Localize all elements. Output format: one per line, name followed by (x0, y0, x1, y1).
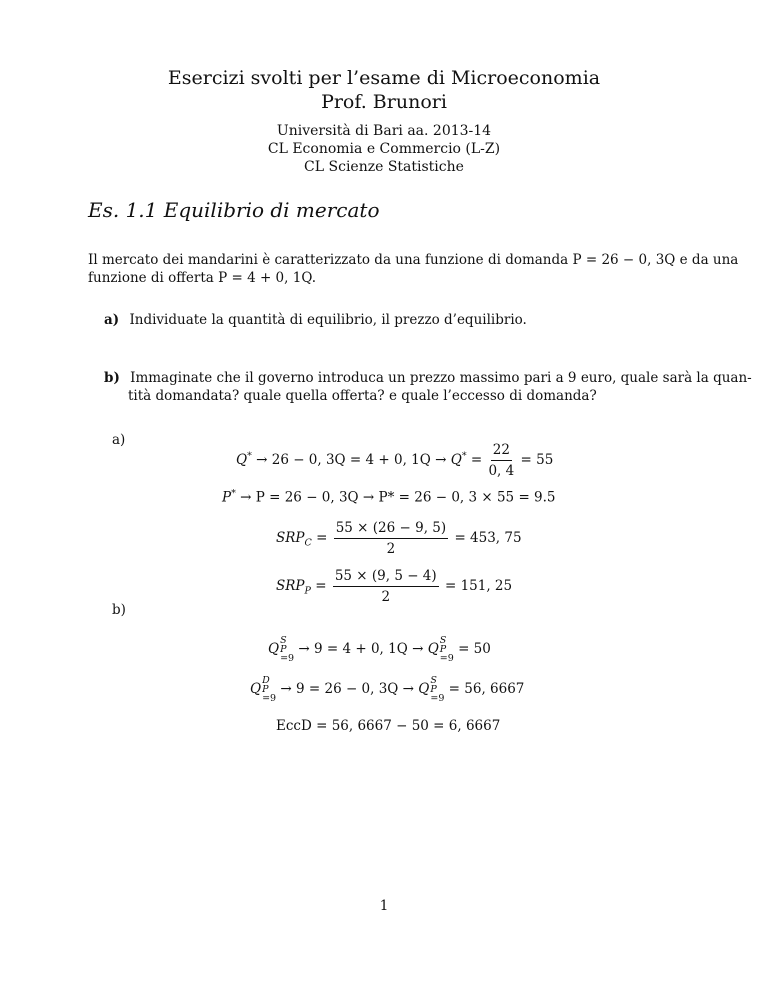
question-b-text-line-1: Immaginate che il governo introduca un prezzo massimo pari a 9 euro, quale sarà la quan- (130, 370, 752, 386)
question-a (104, 310, 527, 330)
solution-a-label: a) (112, 432, 126, 448)
question-b-text-line-2: tità domandata? quale quella offerta? e quale l’eccesso di domanda? (128, 388, 597, 404)
document-title-line-2: Prof. Brunori (321, 91, 447, 113)
affiliation-line-2: CL Economia e Commercio (L-Z) (267, 141, 501, 157)
page-number: 1 (379, 898, 389, 914)
document-title-line-1: Esercizi svolti per l’esame di Microeconomia (167, 67, 601, 89)
equation-excess-demand: EccD = 56, 6667 − 50 = 6, 6667 (276, 718, 501, 734)
affiliation-line-3: CL Scienze Statistiche (304, 159, 464, 175)
equation-5-right: = 50 (458, 641, 491, 657)
section-heading: Es. 1.1 Equilibrio di mercato (88, 198, 380, 222)
equation-5-mid: → 9 = 4 + 0, 1Q → (298, 641, 428, 657)
equation-producer-surplus: $SRP_P$ = $\frac{55 \times (9, 5 - 4)}{2}$ = 151, 25 (276, 568, 513, 605)
equation-6-mid: → 9 = 26 − 0, 3Q → (280, 681, 419, 697)
equation-4-numerator: 55 × (9, 5 − 4) (333, 568, 439, 587)
equation-1-denominator: 0, 4 (488, 463, 515, 479)
equation-4-right: = 151, 25 (444, 578, 513, 594)
equation-consumer-surplus: $SRP_C$ = $\frac{55 \times (26 - 9, 5)}{2}$ = 453, 75 (276, 520, 522, 557)
equation-3-denominator: 2 (386, 541, 396, 557)
intro-line-1: Il mercato dei mandarini è caratterizzato da una funzione di domanda P = 26 − 0, 3Q e da una (88, 252, 739, 268)
equation-equilibrium-quantity: Q* → 26 − 0, 3Q = 4 + 0, 1Q → Q* = $\frac{22}{0, 4}$ = 55 (236, 442, 554, 479)
equation-3-right: = 453, 75 (454, 530, 522, 546)
equation-1-left: → 26 − 0, 3Q = 4 + 0, 1Q → (256, 452, 451, 468)
equation-4-fraction (333, 568, 439, 605)
equation-1-numerator: 22 (491, 442, 512, 461)
equation-2-text: → P = 26 − 0, 3Q → P* = 26 − 0, 3 × 55 = 9.5 (240, 489, 556, 506)
equation-3-numerator: 55 × (26 − 9, 5) (334, 520, 448, 539)
intro-line-2: funzione di offerta P = 4 + 0, 1Q. (88, 270, 317, 286)
equation-1-right: = 55 (520, 452, 554, 468)
affiliation-line-1: Università di Bari aa. 2013-14 (276, 123, 492, 139)
equation-supplied-quantity: Q S P =9 → 9 = 4 + 0, 1Q → Q S P =9 = 50 (268, 635, 491, 664)
equation-demanded-quantity: Q D P =9 → 9 = 26 − 0, 3Q → Q S P =9 = 56, 6667 (250, 675, 525, 704)
equation-4-denominator: 2 (381, 589, 391, 605)
equation-1-fraction (488, 442, 514, 479)
question-a-text: Individuate la quantità di equilibrio, il prezzo d’equilibrio. (129, 312, 527, 328)
question-b-label: b) (104, 370, 120, 386)
equation-3-fraction (334, 520, 448, 557)
question-b (104, 368, 752, 388)
equation-equilibrium-price: P* → P = 26 − 0, 3Q → P* = 26 − 0, 3 × 55 = 9.5 (222, 488, 556, 506)
equation-6-right: = 56, 6667 (448, 681, 525, 697)
question-a-label: a) (104, 312, 120, 328)
solution-b-label: b) (112, 602, 126, 618)
